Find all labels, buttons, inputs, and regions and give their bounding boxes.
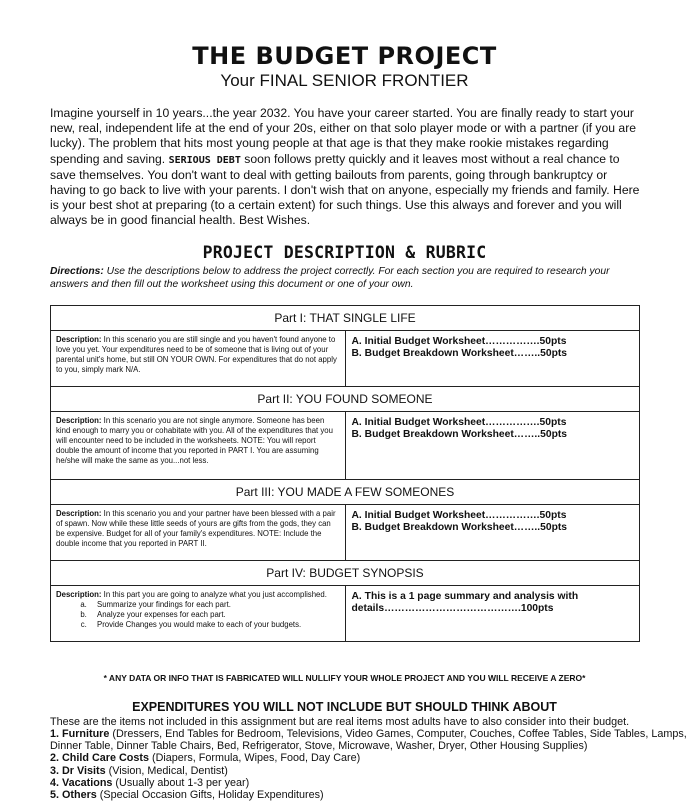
expenditure-label: 4. Vacations — [50, 776, 113, 789]
part-3-heading: Part III: YOU MADE A FEW SOMEONES — [51, 480, 640, 505]
list-item — [50, 789, 689, 801]
description-label: Description: — [56, 416, 102, 425]
list-item: a. Summarize your findings for each part. — [89, 600, 340, 610]
part-2-description — [51, 412, 346, 480]
part-1-line-b: B. Budget Breakdown Worksheet……..50pts — [351, 347, 568, 359]
expenditure-label: 1. Furniture — [50, 728, 110, 740]
part-4-heading: Part IV: BUDGET SYNOPSIS — [51, 561, 640, 586]
expenditure-detail: (Special Occasion Gifts, Holiday Expenditures) — [96, 789, 324, 802]
description-label: Description: — [56, 590, 102, 599]
part-3-header-row — [51, 480, 640, 505]
expenditure-detail: (Usually about 1-3 per year) — [112, 776, 250, 789]
part-2-header-row — [51, 387, 640, 412]
list-item — [50, 728, 689, 752]
directions-paragraph — [50, 266, 650, 291]
expenditure-label: 5. Others — [50, 789, 97, 802]
directions-label: Directions: — [50, 266, 104, 277]
part-4-header-row — [51, 561, 640, 586]
expenditure-label: 3. Dr Visits — [50, 764, 106, 777]
list-item — [50, 752, 689, 764]
part-3-description — [51, 505, 346, 561]
list-item: b. Analyze your expenses for each part. — [89, 610, 340, 620]
part-4-body-row — [51, 586, 640, 642]
expenditure-detail: (Diapers, Formula, Wipes, Food, Day Care) — [149, 752, 361, 765]
part-2-description-text: In this scenario you are not single anymore. Someone has been kind enough to marry you or cohabitate with you. All of the expenditures that you will encounter need to be included in the worksheets. NOTE: You will report double the amount of income that you reported in PART I. You are assuming he/she will make the same as you...not less. — [56, 416, 333, 465]
part-2-line-b: B. Budget Breakdown Worksheet……..50pts — [351, 428, 568, 440]
directions-text: Use the descriptions below to address the project correctly. For each section you are required to research your answers and then fill out the worksheet using this document or one of your own. — [50, 266, 610, 290]
expenditures-title: EXPENDITURES YOU WILL NOT INCLUDE BUT SHOULD THINK ABOUT — [132, 700, 557, 714]
expenditure-label: 2. Child Care Costs — [50, 752, 149, 765]
intro-paragraph — [50, 106, 642, 229]
document-title: THE BUDGET PROJECT — [192, 42, 497, 70]
expenditure-detail: (Dressers, End Tables for Bedroom, Televisions, Video Games, Computer, Couches, Coffee Tables, Side Tables, Lamps, Dinner Table, Dinner Table Chairs, Bed, Refrigerator, Stove, Microwave, Washer, Dryer, Other Housing Supplies) — [50, 728, 687, 753]
serious-debt-emphasis: SERIOUS DEBT — [168, 154, 241, 166]
part-4-description — [51, 586, 346, 642]
part-4-points — [345, 586, 640, 642]
part-4-description-text: In this part you are going to analyze what you just accomplished. — [101, 590, 327, 599]
list-item — [50, 765, 689, 777]
description-label: Description: — [56, 335, 102, 344]
part-1-heading: Part I: THAT SINGLE LIFE — [51, 306, 640, 331]
rubric-table — [50, 305, 640, 642]
part-4-subitem-list — [56, 600, 340, 630]
document-subtitle: Your FINAL SENIOR FRONTIER — [220, 71, 469, 90]
part-3-description-text: In this scenario you and your partner have been blessed with a pair of spawn. Now while these little seeds of yours are gifts from the gods, they can be expensive. Budget for all of your family's expenditures. NOTE: Include the double income that you reported in PART II. — [56, 509, 336, 548]
part-1-description-text: In this scenario you are still single and you haven't found anyone to love you yet. Your expenditures need to be of someone that is living out of your parental unit's home, but still ON YOUR OWN. For expenditures that do not apply to you, simply mark N/A. — [56, 335, 337, 374]
intro-text-start: Imagine yourself in 10 years...the year 2032. You have your career started. You are finally ready to start your new, real, independent life at the end of your 20s, either on that solo player mode or with a partner (if you are lucky). The problem that hits most young people at that age is that they make rookie mistakes regarding spending and saving. — [50, 106, 637, 166]
part-2-heading: Part II: YOU FOUND SOMEONE — [51, 387, 640, 412]
intro-text-end: soon follows pretty quickly and it leaves most without a real chance to save themselves. You don't want to deal with getting bailouts from parents, going through bankruptcy or having to go back to live with your parents. I don't wish that on anyone, especially my friends and family. Here is your best shot at preparing (to a certain extent) for such things. Use this always and forever and you will always be in good financial health. Best Wishes. — [50, 151, 640, 228]
expenditures-list — [50, 728, 689, 801]
part-3-body-row — [51, 505, 640, 561]
part-1-points — [345, 331, 640, 387]
part-3-points — [345, 505, 640, 561]
part-1-body-row — [51, 331, 640, 387]
part-1-header-row — [51, 306, 640, 331]
rubric-heading: PROJECT DESCRIPTION & RUBRIC — [202, 243, 487, 262]
fabrication-warning: * ANY DATA OR INFO THAT IS FABRICATED WILL NULLIFY YOUR WHOLE PROJECT AND YOU WILL RECEIVE A ZERO* — [103, 673, 586, 683]
part-2-line-a: A. Initial Budget Worksheet…………….50pts — [351, 417, 567, 428]
part-2-body-row — [51, 412, 640, 480]
part-3-line-a: A. Initial Budget Worksheet…………….50pts — [351, 510, 567, 521]
part-1-line-a: A. Initial Budget Worksheet…………….50pts — [351, 336, 567, 347]
expenditure-detail: (Vision, Medical, Dentist) — [105, 764, 228, 777]
expenditures-intro: These are the items not included in this assignment but are real items most adults have to also consider into their budget. — [50, 716, 630, 728]
description-label: Description: — [56, 509, 102, 518]
part-3-line-b: B. Budget Breakdown Worksheet……..50pts — [351, 521, 568, 533]
part-2-points — [345, 412, 640, 480]
list-item — [50, 777, 689, 789]
part-4-line-a: A. This is a 1 page summary and analysis with details………………………………….100pts — [351, 591, 579, 614]
part-1-description — [51, 331, 346, 387]
list-item: c. Provide Changes you would make to each of your budgets. — [89, 620, 340, 630]
